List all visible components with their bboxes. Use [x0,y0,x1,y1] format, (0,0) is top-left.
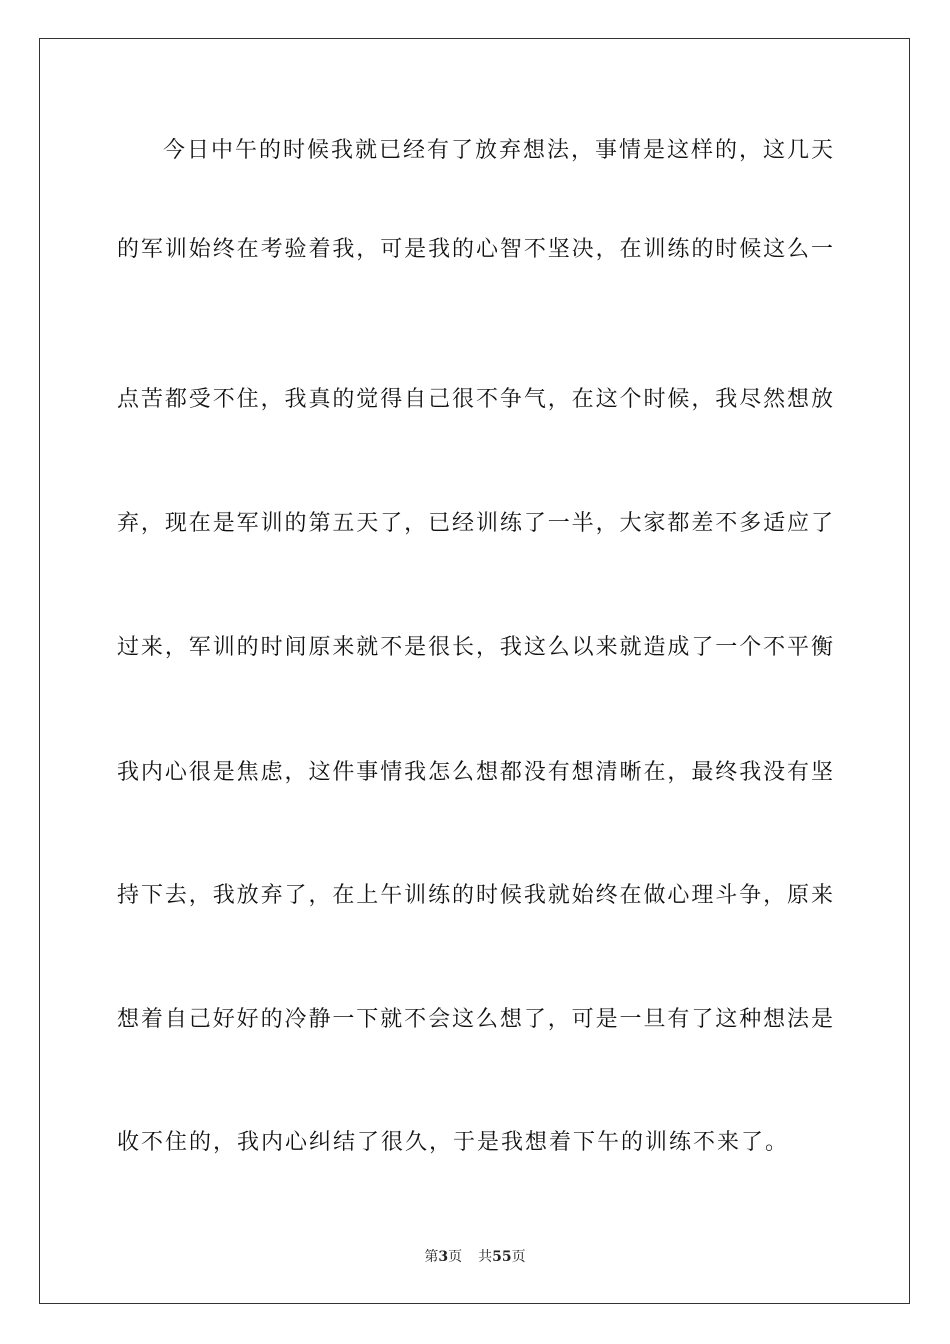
footer-total-pages: 55 [492,1249,512,1265]
paragraph-line-1: 今日中午的时候我就已经有了放弃想法，事情是这样的，这几天 [163,138,833,163]
footer-page-prefix: 第 [424,1249,439,1265]
paragraph-line-5: 过来，军训的时间原来就不是很长，我这么以来就造成了一个不平衡 [117,635,833,660]
footer-page-suffix: 页 [448,1249,463,1265]
paragraph-line-2: 的军训始终在考验着我，可是我的心智不坚决，在训练的时候这么一 [117,237,833,262]
paragraph-line-8: 想着自己好好的冷静一下就不会这么想了，可是一旦有了这种想法是 [117,1007,833,1032]
footer-page-number: 3 [438,1249,449,1265]
paragraph-line-9: 收不住的，我内心纠结了很久，于是我想着下午的训练不来了。 [117,1130,790,1155]
footer-total-suffix: 页 [511,1249,526,1265]
paragraph-line-3: 点苦都受不住，我真的觉得自己很不争气，在这个时候，我尽然想放 [117,387,833,412]
page-footer [0,1247,950,1267]
paragraph-line-4: 弃，现在是军训的第五天了，已经训练了一半，大家都差不多适应了 [117,511,833,536]
page-border [39,38,910,1304]
footer-total-prefix: 共 [478,1249,493,1265]
paragraph-line-7: 持下去，我放弃了，在上午训练的时候我就始终在做心理斗争，原来 [117,883,833,908]
paragraph-line-6: 我内心很是焦虑，这件事情我怎么想都没有想清晰在，最终我没有坚 [117,760,833,785]
